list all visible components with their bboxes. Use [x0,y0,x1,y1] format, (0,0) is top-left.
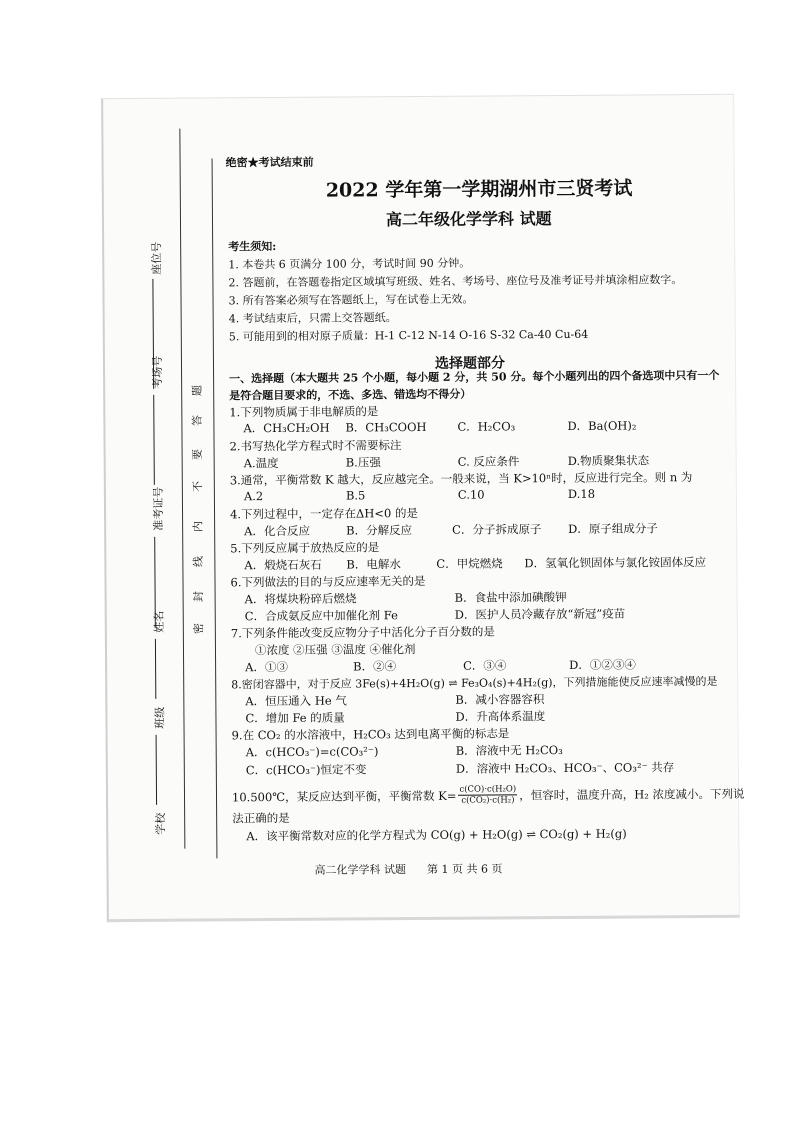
q8-option-a: A．恒压通入 He 气 [245,693,347,709]
q4-option-c: C．分子拆成原子 [452,522,542,537]
q10-option-a: A．该平衡常数对应的化学方程式为 CO(g) + H₂O(g) ⇌ CO₂(g) + H₂(g) [246,826,627,844]
q8-option-c: C．增加 Fe 的质量 [245,710,345,726]
q6-option-d: D．医护人员冷藏存放“新冠”疫苗 [454,606,626,622]
q5-stem: 5.下列反应属于放热反应的是 [230,540,380,556]
exam-id-label: 准考证号 [151,486,166,531]
seal-char-1: 题 [190,385,204,397]
q10-fraction-denominator: c(CO₂)·c(H₂) [461,795,515,806]
q8-option-d: D．升高体系温度 [455,709,546,724]
exam-sheet [101,94,745,922]
room-label: 考场号 [150,355,165,389]
page-title: 2022 学年第一学期湖州市三贤考试 [325,177,633,202]
seal-char-2: 答 [190,415,204,427]
page-footer: 高二化学学科 试题 第 1 页 共 6 页 [314,862,503,877]
q5-option-a: A．煅烧石灰石 [244,557,322,573]
q6-option-c: C．合成氨反应中加催化剂 Fe [244,608,398,624]
q7-conditions: ①浓度 ②压强 ③温度 ④催化剂 [254,642,416,658]
q10-stem-post: ，恒容时，温度升高，H₂ 浓度减小。下列说 [519,786,745,802]
q7-option-d: D．①②③④ [569,657,636,672]
q3-option-c: C.10 [457,487,485,502]
q9-option-b: B．溶液中无 H₂CO₃ [455,743,563,758]
seal-char-8: 密 [192,623,206,635]
binding-line-inner [212,158,218,858]
q10-fraction [458,784,517,805]
secret-label: 绝密★考试结束前 [225,155,314,170]
q4-stem: 4.下列过程中，一定存在ΔH<0 的是 [229,506,419,522]
seal-char-7: 封 [192,591,206,603]
q6-stem: 6.下列做法的目的与反应速率无关的是 [230,573,426,590]
q3-option-d: D.18 [567,486,596,501]
class-label: 班级 [153,706,167,729]
q6-option-a: A．将煤块粉碎后燃烧 [244,591,357,607]
q9-stem: 9.在 CO₂ 的水溶液中，H₂CO₃ 达到电离平衡的标志是 [231,726,510,743]
q10-fraction-numerator: c(CO)·c(H₂O) [459,784,517,795]
q7-option-b: B．②④ [353,659,397,674]
q1-stem: 1.下列物质属于非电解质的是 [229,404,379,420]
notice-item-4: 4. 考试结束后，只需上交答题纸。 [228,311,397,326]
q2-option-d: D.物质聚集状态 [567,453,650,468]
q9-option-d: D．溶液中 H₂CO₃、HCO₃⁻、CO₃²⁻ 共存 [455,760,675,776]
q3-option-a: A.2 [243,489,264,504]
name-label: 姓名 [152,610,166,633]
seat-label: 座位号 [150,241,164,275]
notice-item-3: 3. 所有答案必须写在答题纸上，写在试卷上无效。 [228,292,474,308]
q10-stem-line2: 法正确的是 [232,810,290,826]
q8-option-b: B．减小容器容积 [455,692,545,707]
section-intro-line2: 是符合题目要求的，不选、多选、错选均不得分） [229,387,472,403]
q1-option-b: B．CH₃COOH [345,419,427,435]
q2-stem: 2.书写热化学方程式时不需要标注 [229,438,402,454]
notice-item-5: 5. 可能用到的相对原子质量：H-1 C-12 N-14 O-16 S-32 Ca-40 Cu-64 [228,327,589,344]
q6-option-b: B．食盐中添加碘酸钾 [454,589,567,605]
q3-option-b: B.5 [345,488,366,503]
q9-option-a: A．c(HCO₃⁻)=c(CO₃²⁻) [245,744,379,760]
q2-option-c: C. 反应条件 [457,454,520,469]
q1-option-a: A．CH₃CH₂OH [243,420,330,436]
q10-stem-pre: 10.500℃，某反应达到平衡，平衡常数 K= [231,788,457,804]
q8-stem: 8.密闭容器中，对于反应 3Fe(s)+4H₂O(g) ⇌ Fe₃O₄(s)+4H₂(g)，下列措施能使反应速率减慢的是 [231,674,718,692]
q5-option-c: C．甲烷燃烧 [436,556,503,571]
seal-char-3: 要 [191,449,205,461]
notice-item-1: 1. 本卷共 6 页满分 100 分，考试时间 90 分钟。 [228,256,471,272]
section-intro-line1: 一、选择题（本大题共 25 个小题，每小题 2 分，共 50 分。每个小题列出的四个备选项中只有一个 [229,368,720,386]
q1-option-d: D．Ba(OH)₂ [567,418,637,433]
q5-option-b: B．电解水 [346,557,401,572]
q7-option-a: A．①③ [245,659,288,675]
q7-option-c: C．③④ [463,658,507,673]
seal-char-6: 线 [191,556,205,568]
section-title: 选择题部分 [434,355,506,372]
class-underline [156,735,157,805]
q4-option-d: D．原子组成分子 [568,521,658,536]
notice-heading: 考生须知: [228,240,277,254]
q2-option-a: A.温度 [243,455,279,471]
q7-stem: 7.下列条件能改变反应物分子中活化分子百分数的是 [230,624,495,641]
q5-option-d: D．氢氧化钡固体与氯化铵固体反应 [524,555,707,571]
room-underline [153,395,155,485]
page-subtitle: 高二年级化学学科 试题 [385,209,552,230]
q4-option-a: A．化合反应 [244,523,311,539]
notice-item-2: 2. 答题前，在答题卷指定区域填写班级、姓名、考场号、座位号及准考证号并填涂相应数字。 [228,273,683,290]
q3-stem: 3.通常，平衡常数 K 越大，反应越完全。一般来说，当 K>10ⁿ时，反应进行完全。则 n 为 [229,470,693,488]
seal-char-4: 不 [191,481,205,493]
q2-option-b: B.压强 [345,455,381,470]
q9-option-c: C．c(HCO₃⁻)恒定不变 [245,762,367,778]
seal-char-5: 内 [191,521,205,533]
q4-option-b: B．分解反应 [346,523,413,538]
binding-line-outer [179,129,185,849]
q1-option-c: C．H₂CO₃ [457,419,516,434]
name-underline [155,639,156,699]
school-label: 学校 [154,812,168,835]
q10-stem [232,783,745,808]
